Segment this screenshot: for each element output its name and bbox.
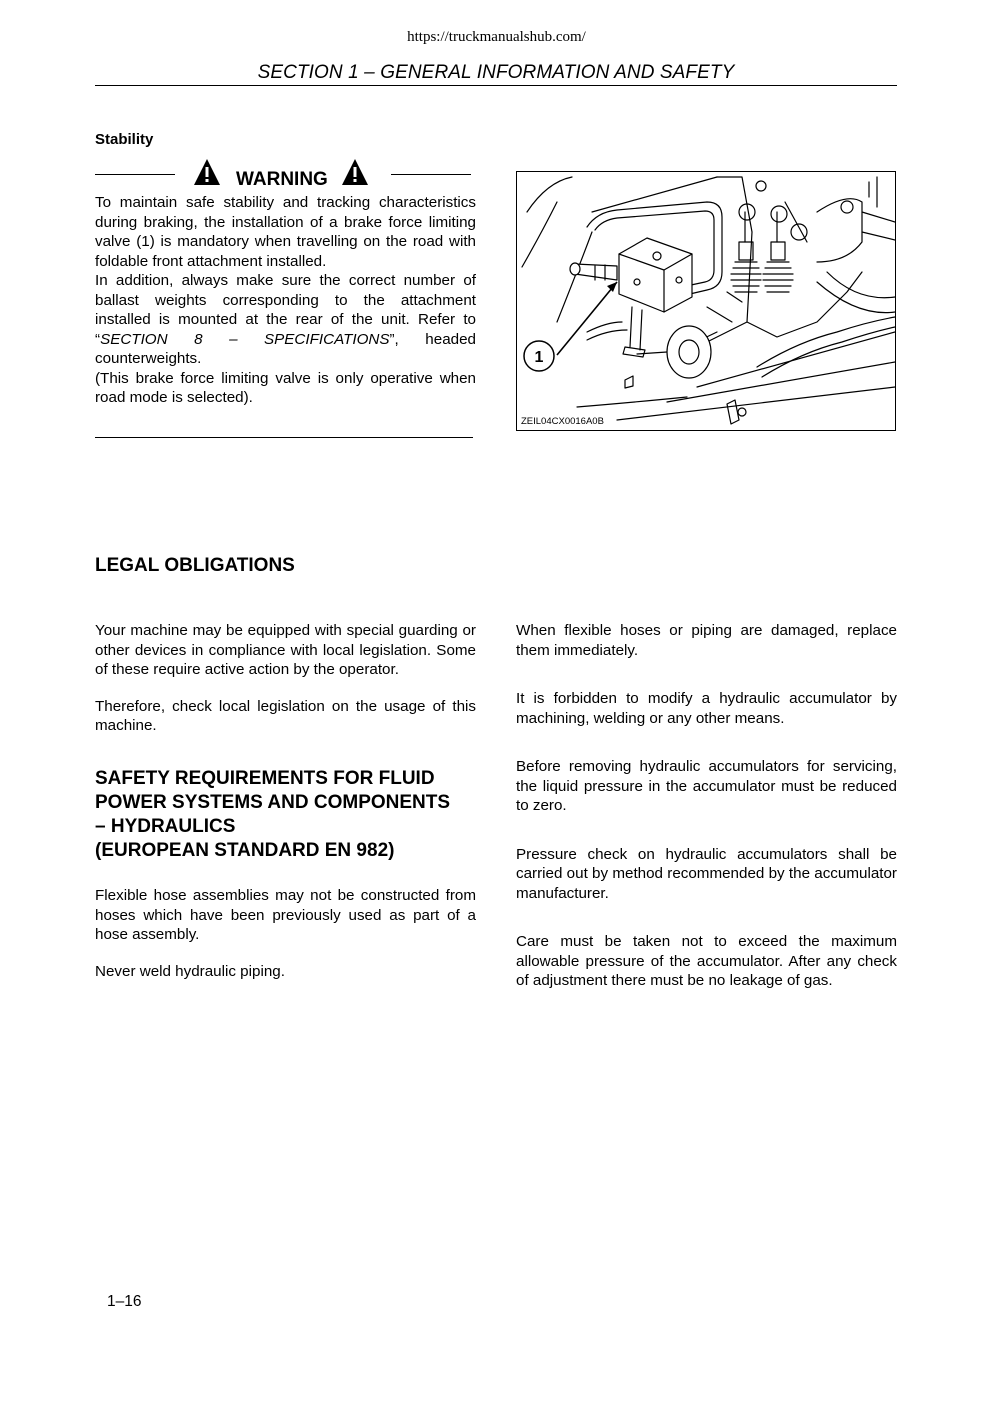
callout-leader (557, 282, 617, 355)
right-paragraph: Care must be taken not to exceed the maximum allowable pressure of the accumulator. After any check of adjustment there must be no leakage of gas. (516, 933, 897, 989)
section-reference: SECTION 8 – SPECIFICATIONS (100, 330, 390, 348)
safety-paragraph: Flexible hose assemblies may not be constructed from hoses which have been previously used as part of a hose assembly. (95, 887, 476, 943)
stability-heading: Stability (95, 131, 154, 148)
warning-bottom-rule (95, 437, 473, 438)
right-paragraph: Before removing hydraulic accumulators for servicing, the liquid pressure in the accumulator must be reduced to zero. (516, 758, 897, 814)
stability-text (95, 193, 476, 408)
reference-close-text: ”, headed counterweights. (95, 330, 476, 367)
header-rule (95, 85, 897, 86)
figure-code: ZEIL04CX0016A0B (521, 416, 604, 427)
stability-paragraph: (This brake force limiting valve is only operative when road mode is selected). (95, 369, 476, 406)
legal-heading: LEGAL OBLIGATIONS (95, 555, 295, 576)
brake-valve-illustration (517, 172, 895, 430)
stability-paragraph: To maintain safe stability and tracking characteristics during braking, the installation of a brake force limiting valve (1) is mandatory when travelling on the road with foldable front attachment installed. (95, 194, 476, 270)
brake-valve-figure (516, 171, 896, 431)
stability-ballast-text: In addition, always make sure the correct number of ballast weights corresponding to the attachment installed is mounted at the rear of the unit. Refer to (95, 272, 476, 328)
warning-rule-left (95, 174, 175, 175)
legal-paragraph: Therefore, check local legislation on the usage of this machine. (95, 697, 476, 734)
right-column-text (516, 621, 897, 991)
warning-banner (95, 156, 476, 196)
safety-paragraph: Never weld hydraulic piping. (95, 962, 285, 980)
safety-heading (95, 767, 476, 863)
warning-rule-right (391, 174, 471, 175)
safety-heading-line: POWER SYSTEMS AND COMPONENTS (95, 792, 451, 813)
page-number: 1–16 (107, 1293, 142, 1310)
right-paragraph: Pressure check on hydraulic accumulators shall be carried out by method recommended by the accumulator manufacturer. (516, 845, 897, 902)
right-paragraph: When flexible hoses or piping are damaged, replace them immediately. (516, 622, 897, 659)
right-paragraph: It is forbidden to modify a hydraulic accumulator by machining, welding or any other means. (516, 690, 897, 727)
warning-label: WARNING (236, 169, 328, 190)
legal-paragraph: Your machine may be equipped with special guarding or other devices in compliance with local legislation. Some of these require active action by the operator. (95, 622, 476, 678)
source-url: https://truckmanualshub.com/ (407, 29, 586, 45)
stability-paragraph (95, 271, 476, 369)
safety-heading-line: (EUROPEAN STANDARD EN 982) (95, 840, 395, 861)
callout-number: 1 (534, 349, 544, 366)
legal-text (95, 621, 476, 736)
section-title: SECTION 1 – GENERAL INFORMATION AND SAFETY (257, 62, 735, 83)
warning-triangle-icon (193, 158, 221, 186)
reference-open-quote: “ (95, 330, 101, 348)
safety-text (95, 886, 476, 981)
warning-triangle-icon (341, 158, 369, 186)
safety-heading-line: – HYDRAULICS (95, 816, 236, 837)
safety-heading-line: SAFETY REQUIREMENTS FOR FLUID (95, 768, 435, 789)
